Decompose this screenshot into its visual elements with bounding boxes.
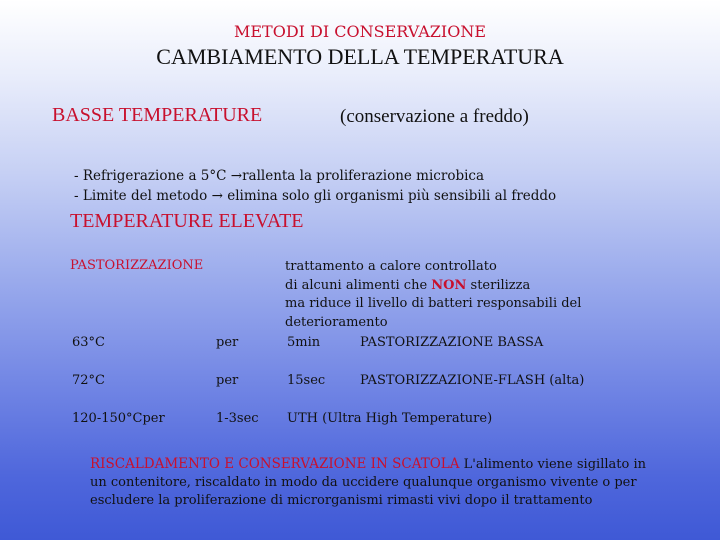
pasteurization-description bbox=[285, 258, 581, 332]
bullet-text: rallenta la proliferazione microbica bbox=[242, 168, 485, 184]
description-line bbox=[285, 277, 581, 296]
pasteurization-label: PASTORIZZAZIONE bbox=[70, 258, 204, 273]
row-time: UTH (Ultra High Temperature) bbox=[287, 411, 493, 426]
row-per: per bbox=[216, 373, 239, 388]
low-temperature-note: (conservazione a freddo) bbox=[340, 106, 529, 127]
row-per: 1-3sec bbox=[216, 411, 259, 426]
description-line: deterioramento bbox=[285, 314, 388, 330]
section-title: METODI DI CONSERVAZIONE bbox=[233, 22, 487, 41]
bullet-prefix: - Refrigerazione a 5°C bbox=[74, 168, 227, 184]
description-text: sterilizza bbox=[470, 277, 531, 293]
arrow-right-icon: → bbox=[230, 168, 243, 184]
canning-paragraph bbox=[90, 455, 650, 510]
description-line: trattamento a calore controllato bbox=[285, 259, 497, 274]
non-emphasis: NON bbox=[431, 277, 467, 293]
canning-heading: RISCALDAMENTO E CONSERVAZIONE IN SCATOLA bbox=[90, 456, 460, 472]
row-temp: 63°C bbox=[72, 335, 105, 350]
canning-text: L'alimento viene sigillato in un contenitore, riscaldato in modo da uccidere qualunque organismo vivente o per escludere la proliferazione di microrganismi rimasti vivi dopo il trattamento bbox=[90, 457, 646, 508]
bullet-refrigeration bbox=[74, 168, 484, 184]
description-line: ma riduce il livello di batteri responsabili del bbox=[285, 296, 582, 311]
row-time: 5min bbox=[287, 335, 321, 350]
bullet-method-limit bbox=[74, 188, 556, 204]
row-time: 15sec bbox=[287, 373, 326, 388]
row-type: PASTORIZZAZIONE BASSA bbox=[360, 335, 544, 350]
description-text: di alcuni alimenti che bbox=[285, 277, 428, 293]
row-temp: 120-150°Cper bbox=[72, 411, 165, 426]
page-subtitle: CAMBIAMENTO DELLA TEMPERATURA bbox=[156, 44, 564, 69]
row-per: per bbox=[216, 335, 239, 350]
bullet-prefix: - Limite del metodo bbox=[74, 188, 208, 204]
low-temperature-heading: BASSE TEMPERATURE bbox=[52, 104, 263, 126]
bullet-text: elimina solo gli organismi più sensibili al freddo bbox=[227, 188, 557, 204]
row-temp: 72°C bbox=[72, 373, 105, 388]
high-temperature-heading: TEMPERATURE ELEVATE bbox=[70, 210, 304, 232]
row-type: PASTORIZZAZIONE-FLASH (alta) bbox=[360, 373, 585, 388]
arrow-right-icon: → bbox=[211, 188, 223, 204]
